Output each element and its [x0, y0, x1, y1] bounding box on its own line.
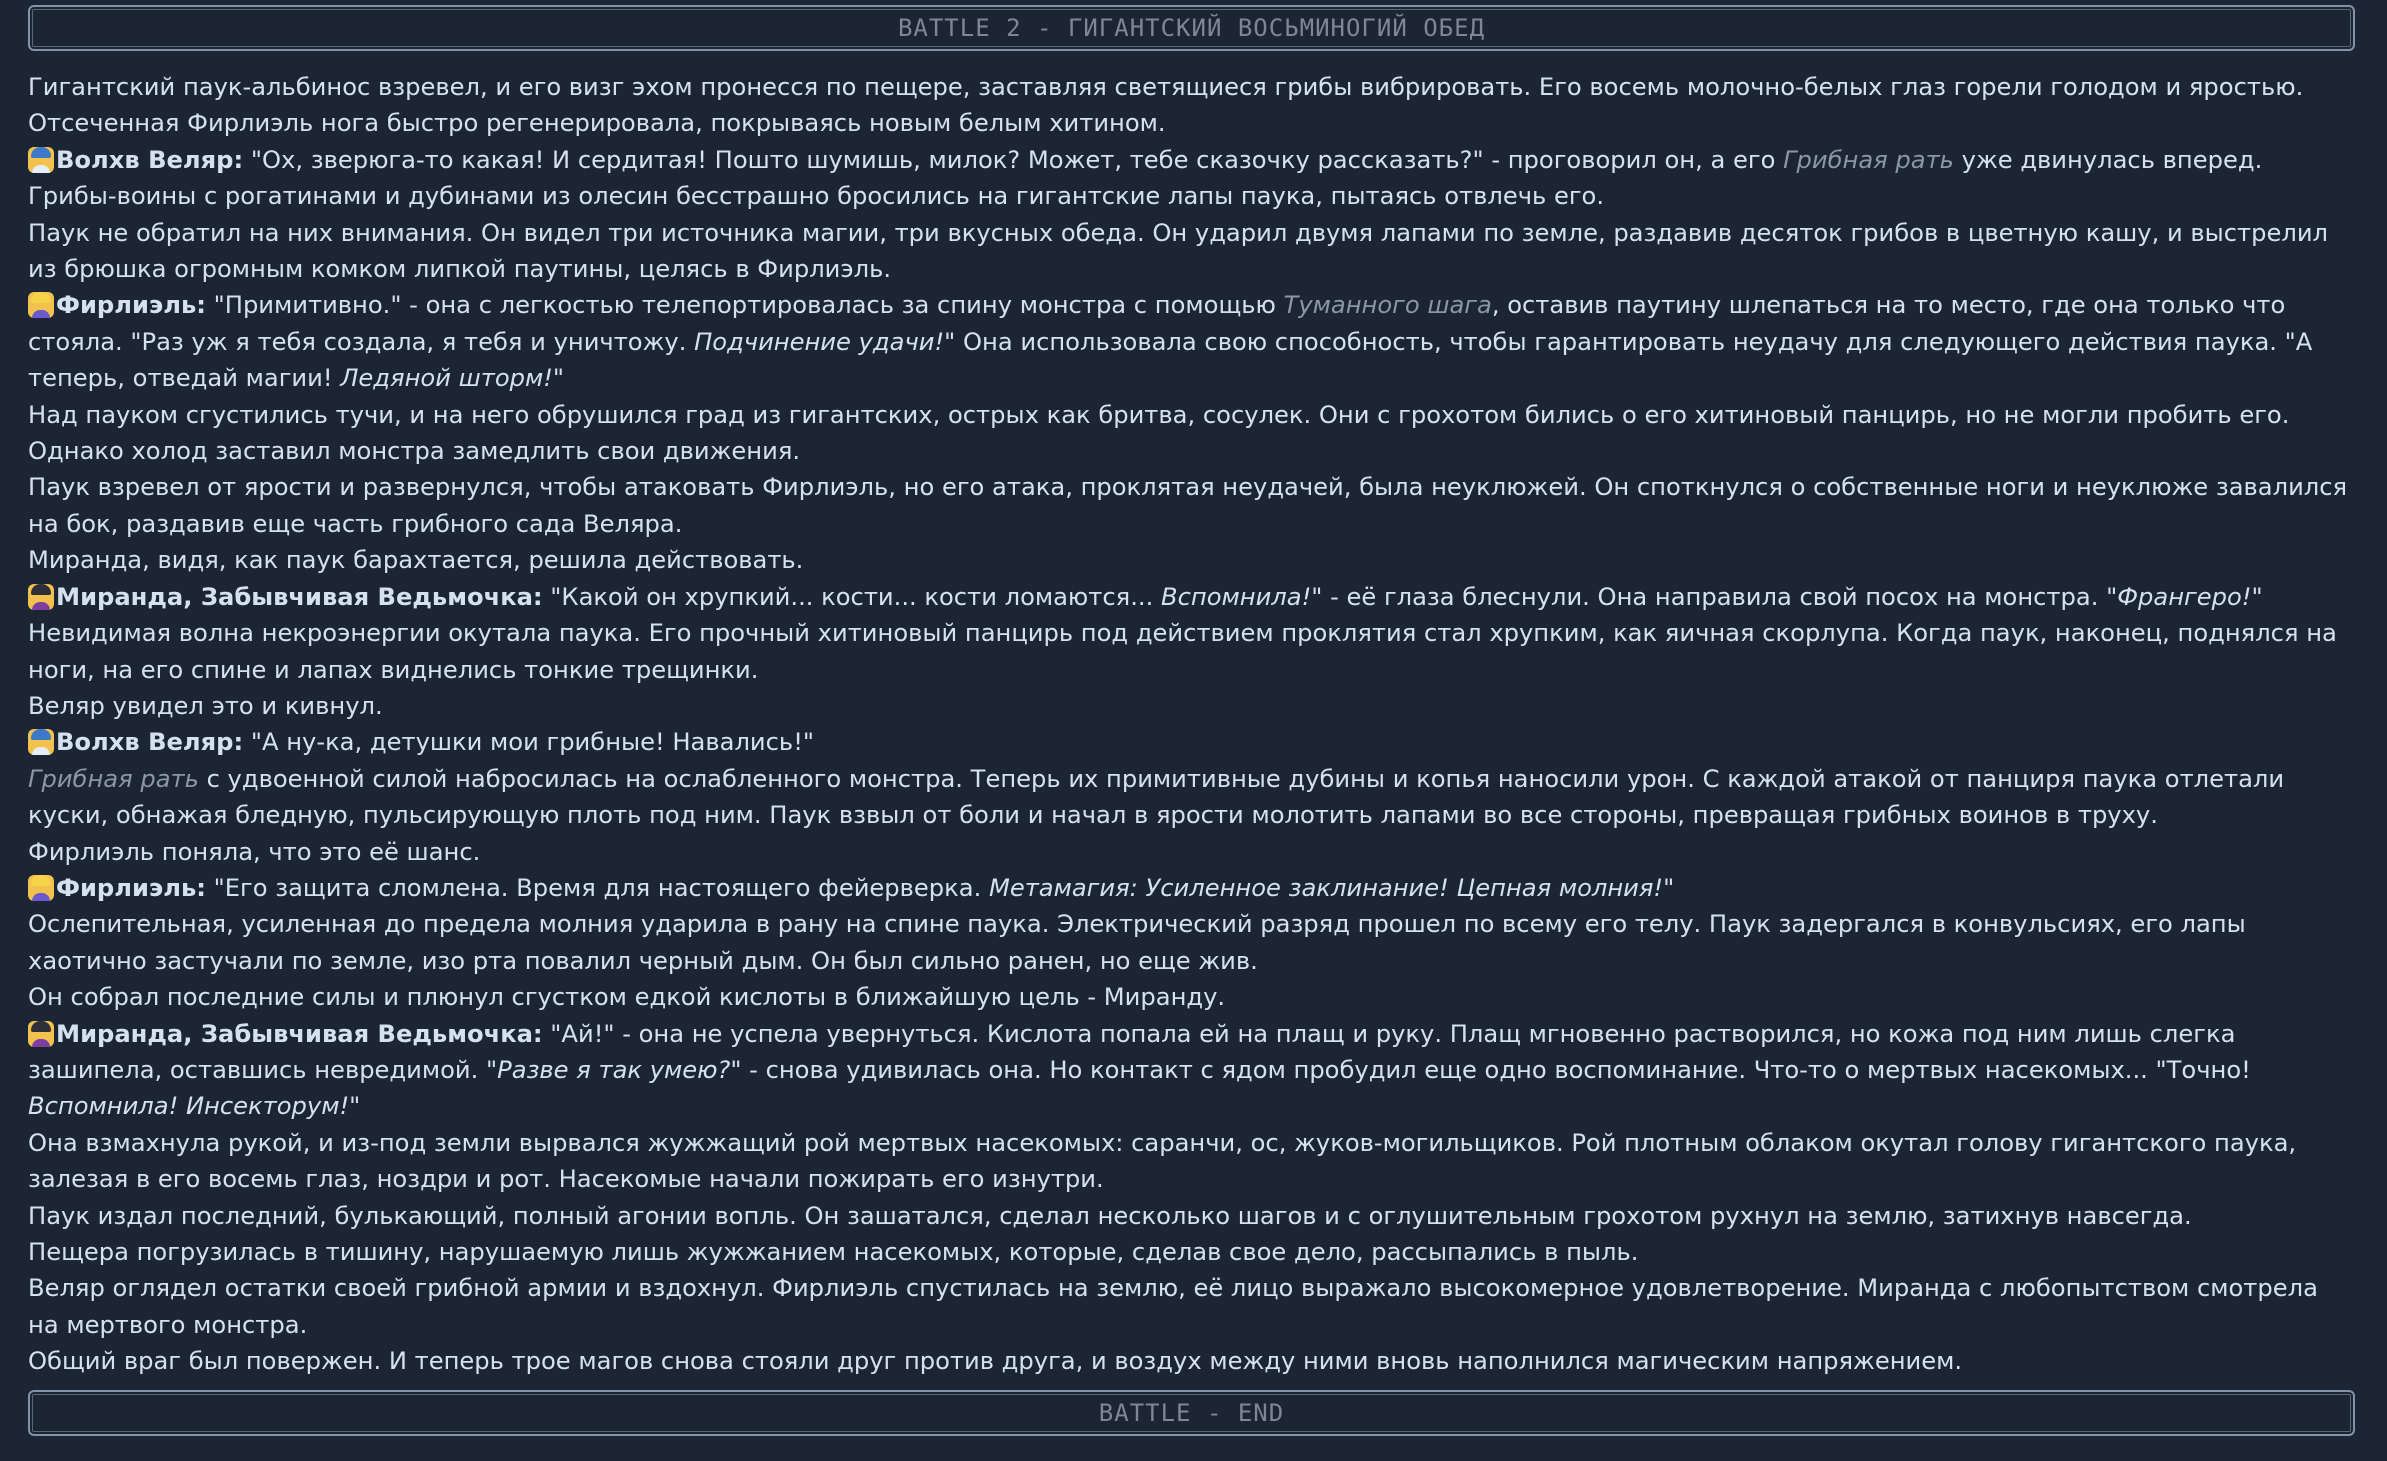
narration-paragraph: Веляр увидел это и кивнул.: [28, 691, 383, 720]
dialogue-line-volkhv: Волхв Веляр: "Ох, зверюга-то какая! И сердитая! Пошто шумишь, милок? Может, тебе сказочку рассказать?" - проговорил он, а его Грибная рать уже двинулась вперед. Грибы-воины с рогатинами и дубинами из олесин бесстрашно бросились на гигантские лапы паука, пытаясь отвлечь его.: [28, 145, 2263, 211]
witch-icon: [28, 584, 54, 610]
speaker-name: Миранда, Забывчивая Ведьмочка:: [56, 1019, 543, 1048]
spell-incantation: Вспомнила!: [1161, 582, 1312, 611]
narration-paragraph: Паук не обратил на них внимания. Он видел три источника магии, три вкусных обеда. Он ударил двумя лапами по земле, раздавив десяток грибов в цветную кашу, и выстрелил из брюшка огромным комком липкой паутины, целясь в Фирлиэль.: [28, 218, 2328, 284]
speaker-name: Миранда, Забывчивая Ведьмочка:: [56, 582, 543, 611]
narration-paragraph: Она взмахнула рукой, и из-под земли вырвался жужжащий рой мертвых насекомых: саранчи, ос, жуков-могильщиков. Рой плотным облаком окутал голову гигантского паука, залезая в его восемь глаз, ноздри и рот. Насекомые начали пожирать его изнутри.: [28, 1128, 2297, 1194]
spell-incantation: Подчинение удачи!: [694, 327, 945, 356]
spell-incantation: Ледяной шторм!: [340, 364, 553, 393]
elf-icon: [28, 875, 54, 901]
spell-incantation: Разве я так умею?: [497, 1055, 731, 1084]
dialogue-line-miranda: Миранда, Забывчивая Ведьмочка: "Ай!" - она не успела увернуться. Кислота попала ей на плащ и руку. Плащ мгновенно растворился, но кожа под ним лишь слегка зашипела, оставшись невредимой. "Разве я так умею?" - снова удивилась она. Но контакт с ядом пробудил еще одно воспоминание. Что-то о мертвых насекомых... "Точно! Вспомнила! Инсекторум!": [28, 1019, 2251, 1121]
narration-paragraph: Миранда, видя, как паук барахтается, решила действовать.: [28, 546, 804, 575]
speaker-name: Фирлиэль:: [56, 873, 206, 902]
narration-paragraph: Грибная рать с удвоенной силой набросилась на ослабленного монстра. Теперь их примитивные дубины и копья наносили урон. С каждой атакой от панциря паука отлетали куски, обнажая бледную, пульсирующую плоть под ним. Паук взвыл от боли и начал в ярости молотить лапами во все стороны, превращая грибных воинов в труху.: [28, 764, 2285, 830]
narration-paragraph: Общий враг был повержен. И теперь трое магов снова стояли друг против друга, и воздух между ними вновь наполнился магическим напряжением.: [28, 1347, 1963, 1376]
wizard-icon: [28, 147, 54, 173]
narration-paragraph: Ослепительная, усиленная до предела молния ударила в рану на спине паука. Электрический разряд прошел по всему его телу. Паук задергался в конвульсиях, его лапы хаотично застучали по земле, изо рта повалил черный дым. Он был сильно ранен, но еще жив.: [28, 910, 2246, 975]
narration-paragraph: Над пауком сгустились тучи, и на него обрушился град из гигантских, острых как бритва, сосулек. Они с грохотом бились о его хитиновый панцирь, но не могли пробить его. Однако холод заставил монстра замедлить свои движения.: [28, 400, 2290, 466]
spell-name: Туманного шага: [1283, 291, 1492, 320]
narration-paragraph: Пещера погрузилась в тишину, нарушаемую лишь жужжанием насекомых, которые, сделав свое дело, рассыпались в пыль.: [28, 1238, 1639, 1266]
battle-header-banner: BATTLE 2 - ГИГАНТСКИЙ ВОСЬМИНОГИЙ ОБЕД: [28, 5, 2355, 51]
narration-paragraph: Веляр оглядел остатки своей грибной армии и вздохнул. Фирлиэль спустилась на землю, её лицо выражало высокомерное удовлетворение. Миранда с любопытством смотрела на мертвого монстра.: [28, 1274, 2318, 1339]
wizard-icon: [28, 729, 54, 755]
elf-icon: [28, 292, 54, 318]
battle-log: [28, 5, 2355, 1436]
spell-incantation: Франгеро!: [2117, 582, 2252, 611]
speaker-name: Фирлиэль:: [56, 291, 206, 320]
narration-paragraph: Он собрал последние силы и плюнул сгустком едкой кислоты в ближайшую цель - Миранду.: [28, 983, 1226, 1012]
narration-paragraph: Невидимая волна некроэнергии окутала паука. Его прочный хитиновый панцирь под действием проклятия стал хрупким, как яичная скорлупа. Когда паук, наконец, поднялся на ноги, на его спине и лапах виднелись тонкие трещинки.: [28, 619, 2337, 684]
speaker-name: Волхв Веляр:: [56, 145, 244, 174]
dialogue-line-firl: Фирлиэль: "Его защита сломлена. Время для настоящего фейерверка. Метамагия: Усиленное заклинание! Цепная молния!": [28, 870, 2355, 906]
spell-incantation: Метамагия: Усиленное заклинание! Цепная молния!: [988, 873, 1664, 902]
narration-paragraph: Паук издал последний, булькающий, полный агонии вопль. Он зашатался, сделал несколько шагов и с оглушительным грохотом рухнул на землю, затихнув навсегда.: [28, 1201, 2192, 1230]
story-text: [28, 69, 2355, 1380]
narration-paragraph: Фирлиэль поняла, что это её шанс.: [28, 837, 481, 866]
dialogue-line-miranda: Миранда, Забывчивая Ведьмочка: "Какой он хрупкий... кости... кости ломаются... Вспомнила!" - её глаза блеснули. Она направила свой посох на монстра. "Франгеро!": [28, 579, 2355, 615]
speaker-name: Волхв Веляр:: [56, 728, 244, 757]
spell-incantation: Вспомнила! Инсекторум!: [28, 1092, 350, 1121]
battle-footer-banner: BATTLE - END: [28, 1390, 2355, 1436]
spell-name: Грибная рать: [1783, 145, 1954, 174]
witch-icon: [28, 1021, 54, 1047]
dialogue-line-firl: Фирлиэль: "Примитивно." - она с легкостью телепортировалась за спину монстра с помощью Туманного шага, оставив паутину шлепаться на то место, где она только что стояла. "Раз уж я тебя создала, я тебя и уничтожу. Подчинение удачи!" Она использовала свою способность, чтобы гарантировать неудачу для следующего действия паука. "А теперь, отведай магии! Ледяной шторм!": [28, 291, 2313, 393]
spell-name: Грибная рать: [28, 764, 199, 793]
narration-paragraph: Гигантский паук-альбинос взревел, и его визг эхом пронесся по пещере, заставляя светящиеся грибы вибрировать. Его восемь молочно-белых глаз горели голодом и яростью. Отсеченная Фирлиэль нога быстро регенерировала, покрываясь новым белым хитином.: [28, 73, 2304, 138]
dialogue-line-volkhv: Волхв Веляр: "А ну-ка, детушки мои грибные! Навались!": [28, 724, 2355, 760]
narration-paragraph: Паук взревел от ярости и развернулся, чтобы атаковать Фирлиэль, но его атака, проклятая неудачей, была неуклюжей. Он споткнулся о собственные ноги и неуклюже завалился на бок, раздавив еще часть грибного сада Веляра.: [28, 473, 2348, 538]
